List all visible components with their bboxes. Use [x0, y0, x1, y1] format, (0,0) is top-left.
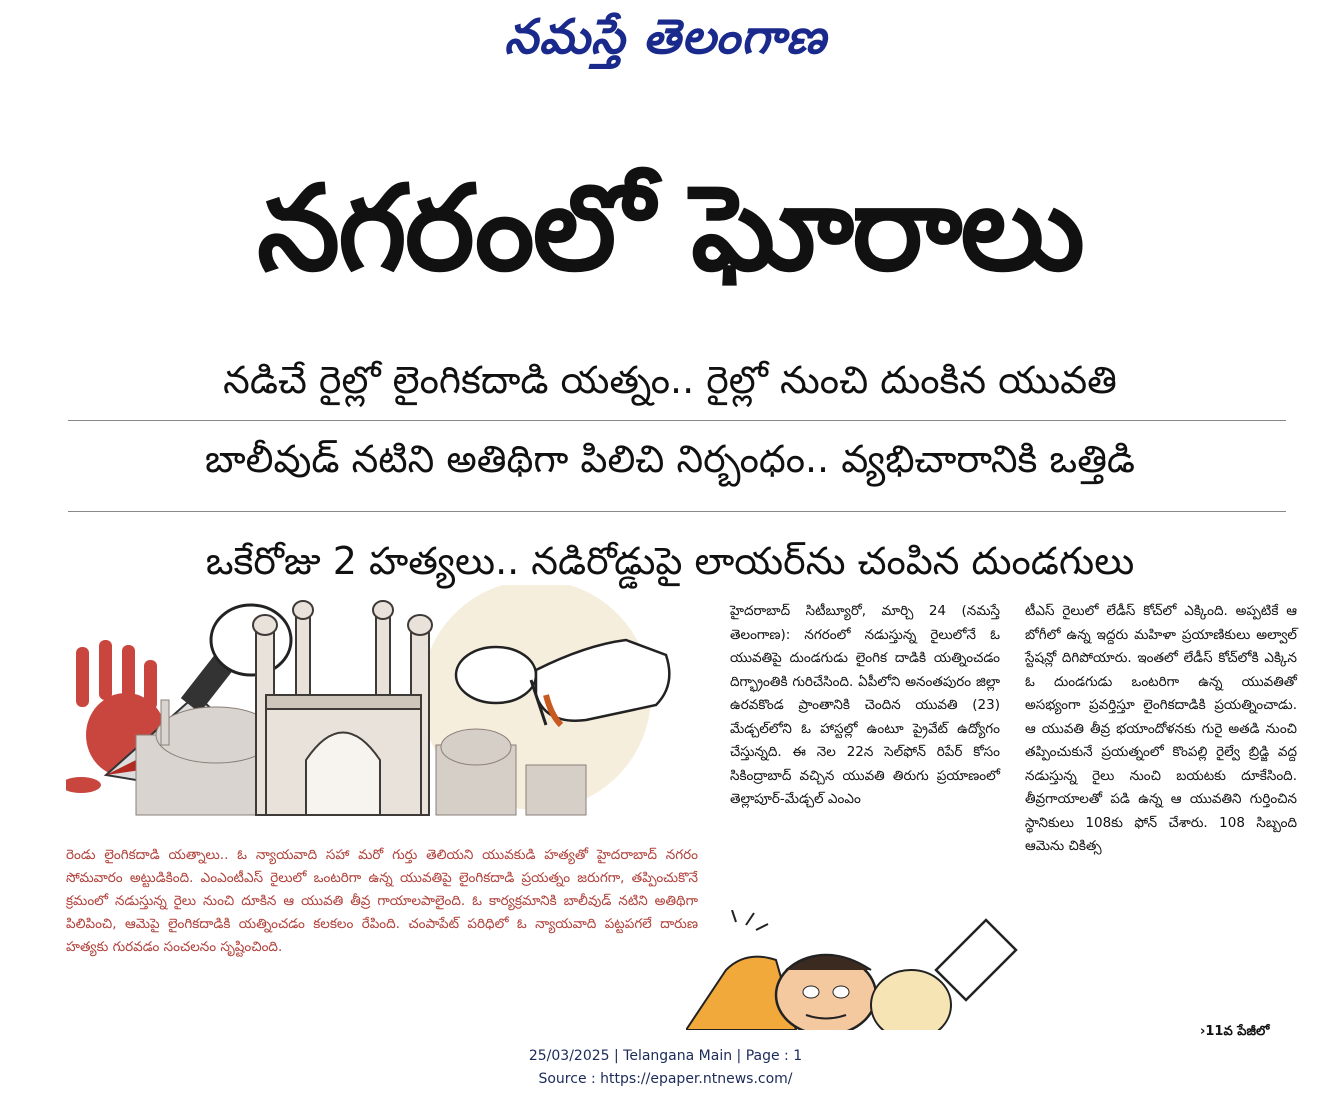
- continued-on-page: ›11వ పేజీలో: [1200, 1024, 1270, 1039]
- footer-source-link[interactable]: Source : https://epaper.ntnews.com/: [538, 1071, 793, 1087]
- article-column-1: [730, 600, 1000, 900]
- divider: [68, 511, 1286, 512]
- masthead: నమస్తే తెలంగాణ: [504, 9, 827, 65]
- photo-caption: [66, 844, 698, 959]
- article-text: టీఎస్ రైలులో లేడీస్ కోచ్‌లో ఎక్కింది. అప్పటికే ఆ బోగీలో ఉన్న ఇద్దరు మహిళా ప్రయాణికులు అల్వాల్ స్టేషన్లో దిగిపోయారు. ఇంతలో లేడీస్ కోచ్‌లోకి ఎక్కిన ఓ దుండగుడు ఒంటరిగా ఉన్న యువతితో అసభ్యంగా ప్రవర్తిస్తూ లైంగికదాడికి ప్రయత్నించాడు. ఆ యువతి తీవ్ర భయాందోళనకు గురై అతడి నుంచి తప్పించుకునే ప్రయత్నంలో కొంపల్లి రైల్వే బ్రిడ్జి వద్ద నడుస్తున్న రైలు నుంచి బయటకు దూకేసింది. తీవ్రగాయాలతో పడి ఉన్న ఆ యువతిని గుర్తించిన స్థానికులు 108కు ఫోన్ చేశారు. 108 సిబ్బంది ఆమెను చికిత్స: [1025, 603, 1297, 854]
- article-text: హైదరాబాద్ సిటీబ్యూరో, మార్చి 24 (నమస్తే తెలంగాణ): నగరంలో నడుస్తున్న రైలులోనే ఓ యువతిపై దుండగుడు లైంగిక దాడికి యత్నించడం దిగ్భ్రాంతికి గురిచేసింది. ఏపీలోని అనంతపురం జిల్లా ఉరవకొండ ప్రాంతానికి చెందిన యువతి (23) మేడ్చల్‌లోని ఓ హాస్టల్లో ఉంటూ ప్రైవేట్ ఉద్యోగం చేస్తున్నది. ఈ నెల 22న సెల్‌ఫోన్ రిపేర్ కోసం సికింద్రాబాద్ వచ్చిన యువతి తిరుగు ప్రయాణంలో తెల్లాపూర్-మేడ్చల్ ఎంఎం: [730, 603, 1000, 807]
- cartoon-illustration: [686, 910, 1026, 1030]
- subheadline-1: నడిచే రైల్లో లైంగికదాడి యత్నం.. రైల్లో నుంచి దుంకిన యువతి: [223, 358, 1117, 402]
- article-column-2: [1025, 600, 1297, 859]
- divider: [68, 420, 1286, 421]
- charminar-crime-illustration: [66, 585, 706, 835]
- main-headline: నగరంలో ఘోరాలు: [257, 159, 1083, 297]
- caption-text: రెండు లైంగికదాడి యత్నాలు.. ఓ న్యాయవాది సహా మరో గుర్తు తెలియని యువకుడి హత్యతో హైదరాబాద్ నగరం సోమవారం అట్టుడికింది. ఎంఎంటీఎస్ రైలులో ఒంటరిగా ఉన్న యువతిపై లైంగికదాడి ప్రయత్నం జరుగగా, తప్పించుకొనే క్రమంలో నడుస్తున్న రైలు నుంచి దూకిన ఆ యువతి తీవ్ర గాయాలపాలైంది. ఓ కార్యక్రమానికి బాలీవుడ్ నటిని అతిథిగా పిలిపించి, ఆమెపై లైంగికదాడికి యత్నించడం కలకలం రేపింది. చంపాపేట్ పరిధిలో ఓ న్యాయవాది పట్టపగలే దారుణ హత్యకు గురవడం సంచలనం సృష్టించింది.: [66, 847, 698, 955]
- footer-date-edition: 25/03/2025 | Telangana Main | Page : 1: [528, 1048, 803, 1064]
- subheadline-2: బాలీవుడ్ నటిని అతిథిగా పిలిచి నిర్బంధం.. వ్యభిచారానికి ఒత్తిడి: [204, 437, 1136, 481]
- subheadline-3: ఒకేరోజు 2 హత్యలు.. నడిరోడ్డుపై లాయర్‌ను చంపిన దుండగులు: [205, 539, 1135, 583]
